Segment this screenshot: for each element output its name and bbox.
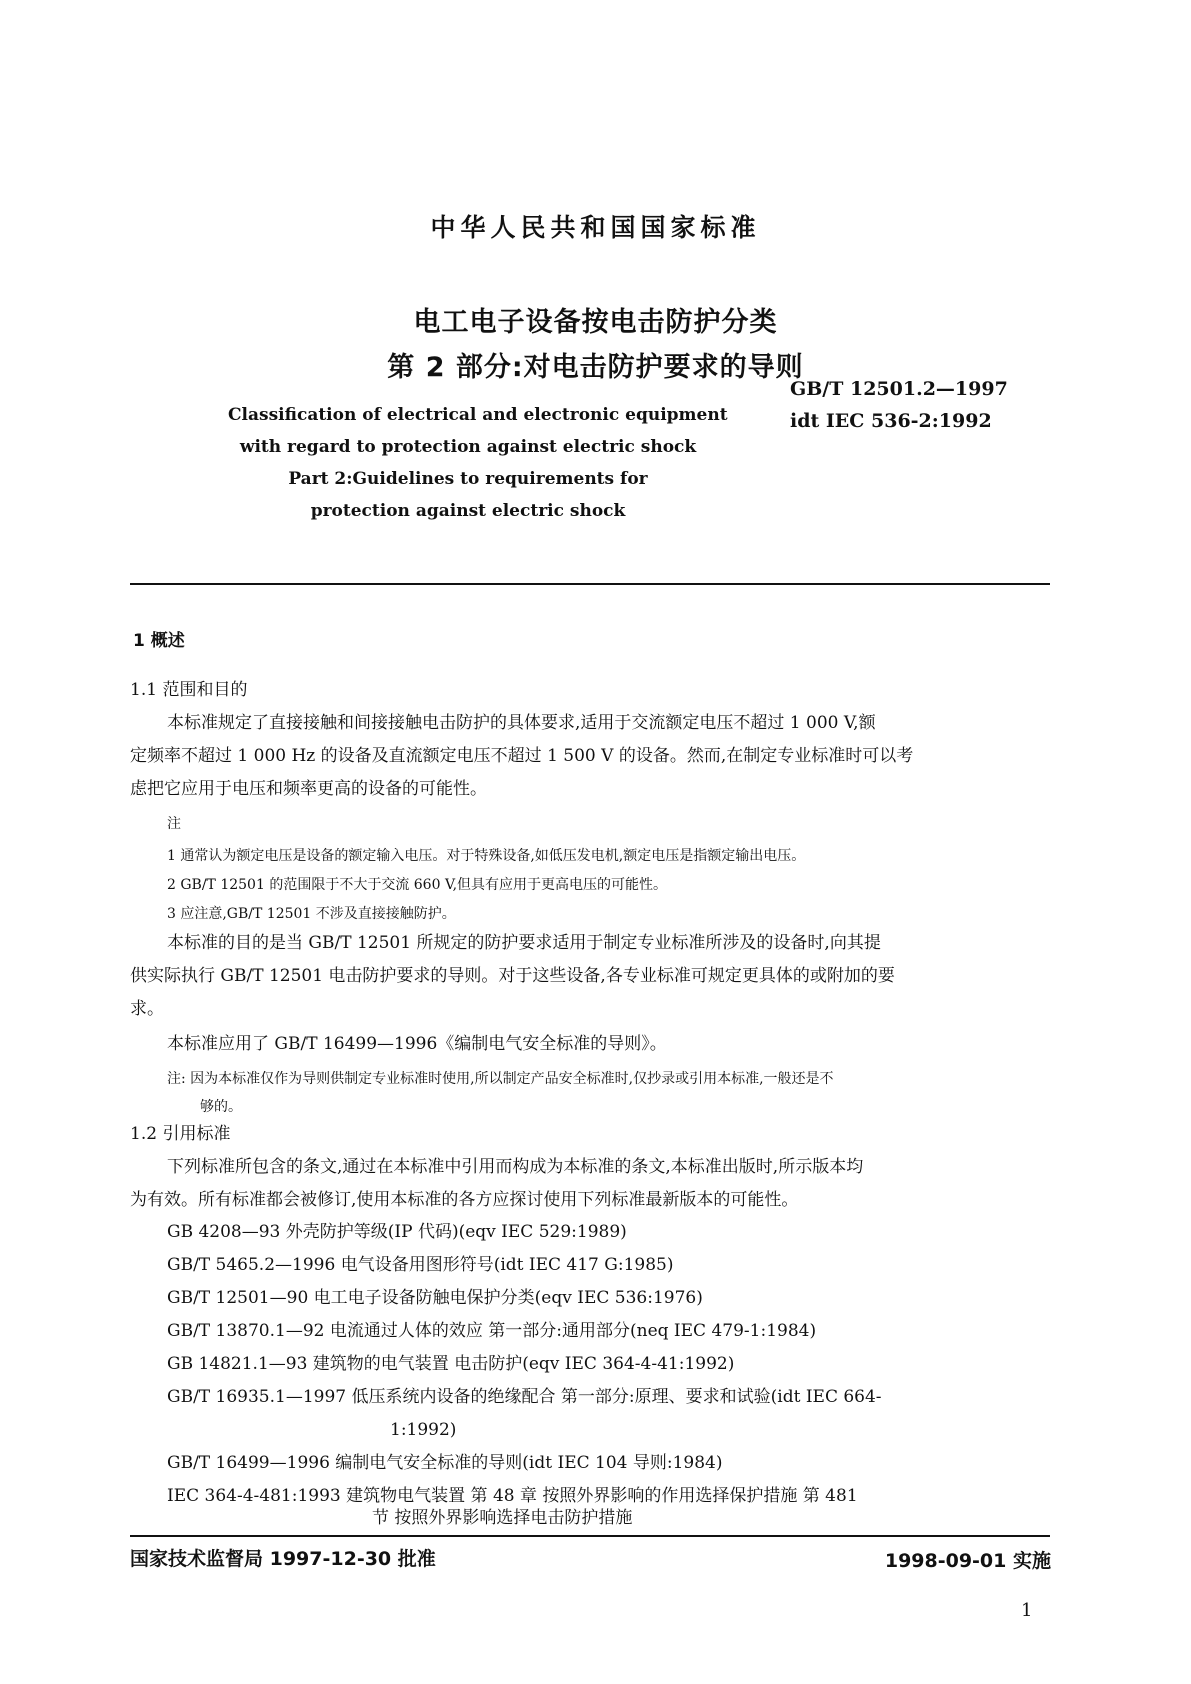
section-1-heading: 1 概述 — [133, 631, 185, 651]
reference-item: GB 14821.1—93 建筑物的电气装置 电击防护(eqv IEC 364-4-41:1992) — [167, 1354, 735, 1374]
note-item: 2 GB/T 12501 的范围限于不大于交流 660 V,但具有应用于更高电压的可能性。 — [167, 877, 668, 893]
reference-item: IEC 364-4-481:1993 建筑物电气装置 第 48 章 按照外界影响的作用选择保护措施 第 481 — [167, 1486, 858, 1506]
paragraph-line: 为有效。所有标准都会被修订,使用本标准的各方应探讨使用下列标准最新版本的可能性。 — [130, 1190, 799, 1210]
reference-item: GB 4208—93 外壳防护等级(IP 代码)(eqv IEC 529:1989) — [167, 1222, 627, 1242]
english-title-line-4: protection against electric shock — [310, 501, 626, 521]
reference-item: GB/T 16935.1—1997 低压系统内设备的绝缘配合 第一部分:原理、要求和试验(idt IEC 664- — [167, 1387, 882, 1407]
paragraph-line: 虑把它应用于电压和频率更高的设备的可能性。 — [130, 779, 487, 799]
standard-number: GB/T 12501.2—1997 — [790, 378, 1008, 400]
note-item: 3 应注意,GB/T 12501 不涉及直接接触防护。 — [167, 906, 456, 922]
section-1-1-heading: 1.1 范围和目的 — [130, 680, 248, 700]
reference-item-continuation: 1:1992) — [390, 1420, 457, 1440]
note-item: 1 通常认为额定电压是设备的额定输入电压。对于特殊设备,如低压发电机,额定电压是指额定输出电压。 — [167, 848, 806, 864]
paragraph-line: 求。 — [130, 999, 164, 1019]
paragraph-line: 本标准规定了直接接触和间接接触电击防护的具体要求,适用于交流额定电压不超过 1 000 V,额 — [167, 713, 876, 733]
paragraph-line: 供实际执行 GB/T 12501 电击防护要求的导则。对于这些设备,各专业标准可规定更具体的或附加的要 — [130, 966, 895, 986]
approval-date: 国家技术监督局 1997-12-30 批准 — [130, 1548, 436, 1570]
reference-item: GB/T 12501—90 电工电子设备防触电保护分类(eqv IEC 536:1976) — [167, 1288, 703, 1308]
chinese-title-line-2: 第 2 部分:对电击防护要求的导则 — [387, 352, 804, 383]
national-standard-title: 中华人民共和国国家标准 — [430, 213, 761, 242]
chinese-title-line-1: 电工电子设备按电击防护分类 — [413, 307, 778, 338]
implementation-date: 1998-09-01 实施 — [884, 1550, 1051, 1572]
paragraph-line: 下列标准所包含的条文,通过在本标准中引用而构成为本标准的条文,本标准出版时,所示版本均 — [167, 1157, 864, 1177]
english-title-line-3: Part 2:Guidelines to requirements for — [288, 469, 648, 489]
english-title-line-1: Classification of electrical and electronic equipment — [228, 405, 728, 425]
paragraph-line: 定频率不超过 1 000 Hz 的设备及直流额定电压不超过 1 500 V 的设备。然而,在制定专业标准时可以考 — [130, 746, 914, 766]
standard-equivalence: idt IEC 536-2:1992 — [790, 410, 992, 432]
reference-item-continuation: 节 按照外界影响选择电击防护措施 — [372, 1508, 633, 1528]
note-text: 注: 因为本标准仅作为导则供制定专业标准时使用,所以制定产品安全标准时,仅抄录或引用本标准,一般还是不 — [167, 1071, 834, 1087]
footer-divider — [130, 1535, 1050, 1537]
reference-item: GB/T 16499—1996 编制电气安全标准的导则(idt IEC 104 导则:1984) — [167, 1453, 723, 1473]
header-divider — [130, 583, 1050, 585]
note-text: 够的。 — [200, 1099, 242, 1115]
reference-item: GB/T 5465.2—1996 电气设备用图形符号(idt IEC 417 G:1985) — [167, 1255, 674, 1275]
page-number: 1 — [1021, 1600, 1033, 1621]
reference-item: GB/T 13870.1—92 电流通过人体的效应 第一部分:通用部分(neq IEC 479-1:1984) — [167, 1321, 817, 1341]
english-title-line-2: with regard to protection against electric shock — [239, 437, 697, 457]
section-1-2-heading: 1.2 引用标准 — [130, 1124, 231, 1144]
paragraph-line: 本标准的目的是当 GB/T 12501 所规定的防护要求适用于制定专业标准所涉及的设备时,向其提 — [167, 933, 881, 953]
paragraph-line: 本标准应用了 GB/T 16499—1996《编制电气安全标准的导则》。 — [167, 1034, 667, 1054]
note-label: 注 — [167, 816, 181, 832]
